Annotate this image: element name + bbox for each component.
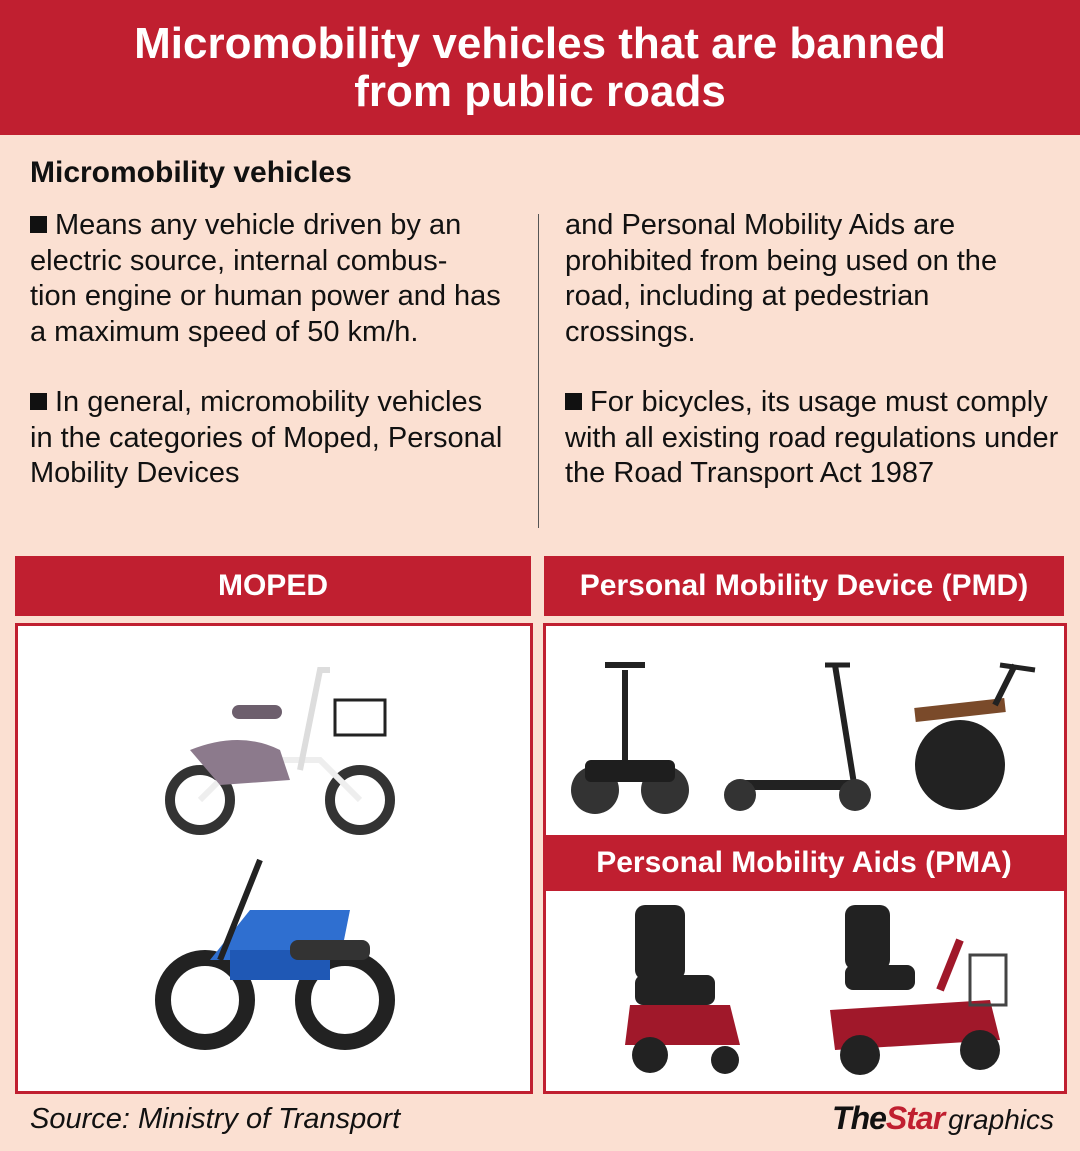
definition-heading: Micromobility vehicles (30, 156, 352, 189)
pmd-header: Personal Mobility Device (PMD) (544, 556, 1064, 616)
powered-wheelchair-image (620, 905, 760, 1080)
definition-column-right (565, 208, 1060, 527)
page-title: Micromobility vehicles that are banned from public roads (134, 18, 946, 116)
title-banner (0, 0, 1080, 135)
source-credit: Source: Ministry of Transport (30, 1103, 401, 1135)
column-divider (538, 214, 539, 528)
electric-unicycle-image (905, 655, 1040, 815)
brand-suffix: graphics (948, 1104, 1054, 1135)
pma-header: Personal Mobility Aids (PMA) (544, 835, 1064, 891)
self-balancing-scooter-image (565, 650, 695, 820)
bullet-bicycles: For bicycles, its usage must comply with all existing road regulations under the Road Transport Act 1987 (565, 386, 1059, 489)
bullet-definition: Means any vehicle driven by an electric source, internal combus- tion engine or human power and has a maximum speed of 50 km/h. (30, 209, 501, 348)
definition-column-left (30, 208, 512, 527)
moped-bicycle-style-image (150, 650, 410, 850)
moped-electric-image (150, 850, 410, 1060)
moped-header: MOPED (15, 556, 531, 616)
mobility-scooter-image (830, 900, 1010, 1080)
bullet-square-icon (30, 216, 47, 233)
thestar-graphics-logo (832, 1100, 1054, 1137)
bullet-square-icon (30, 393, 47, 410)
bullet-prohibition-part1: In general, micromobility vehicles in the categories of Moped, Personal Mobility Devices (30, 386, 503, 489)
brand-the: The (832, 1100, 886, 1136)
bullet-prohibition-part2: and Personal Mobility Aids are prohibited from being used on the road, including at pedestrian crossings. (565, 209, 998, 348)
bullet-square-icon (565, 393, 582, 410)
brand-star: Star (885, 1100, 945, 1136)
kick-scooter-image (715, 655, 885, 820)
